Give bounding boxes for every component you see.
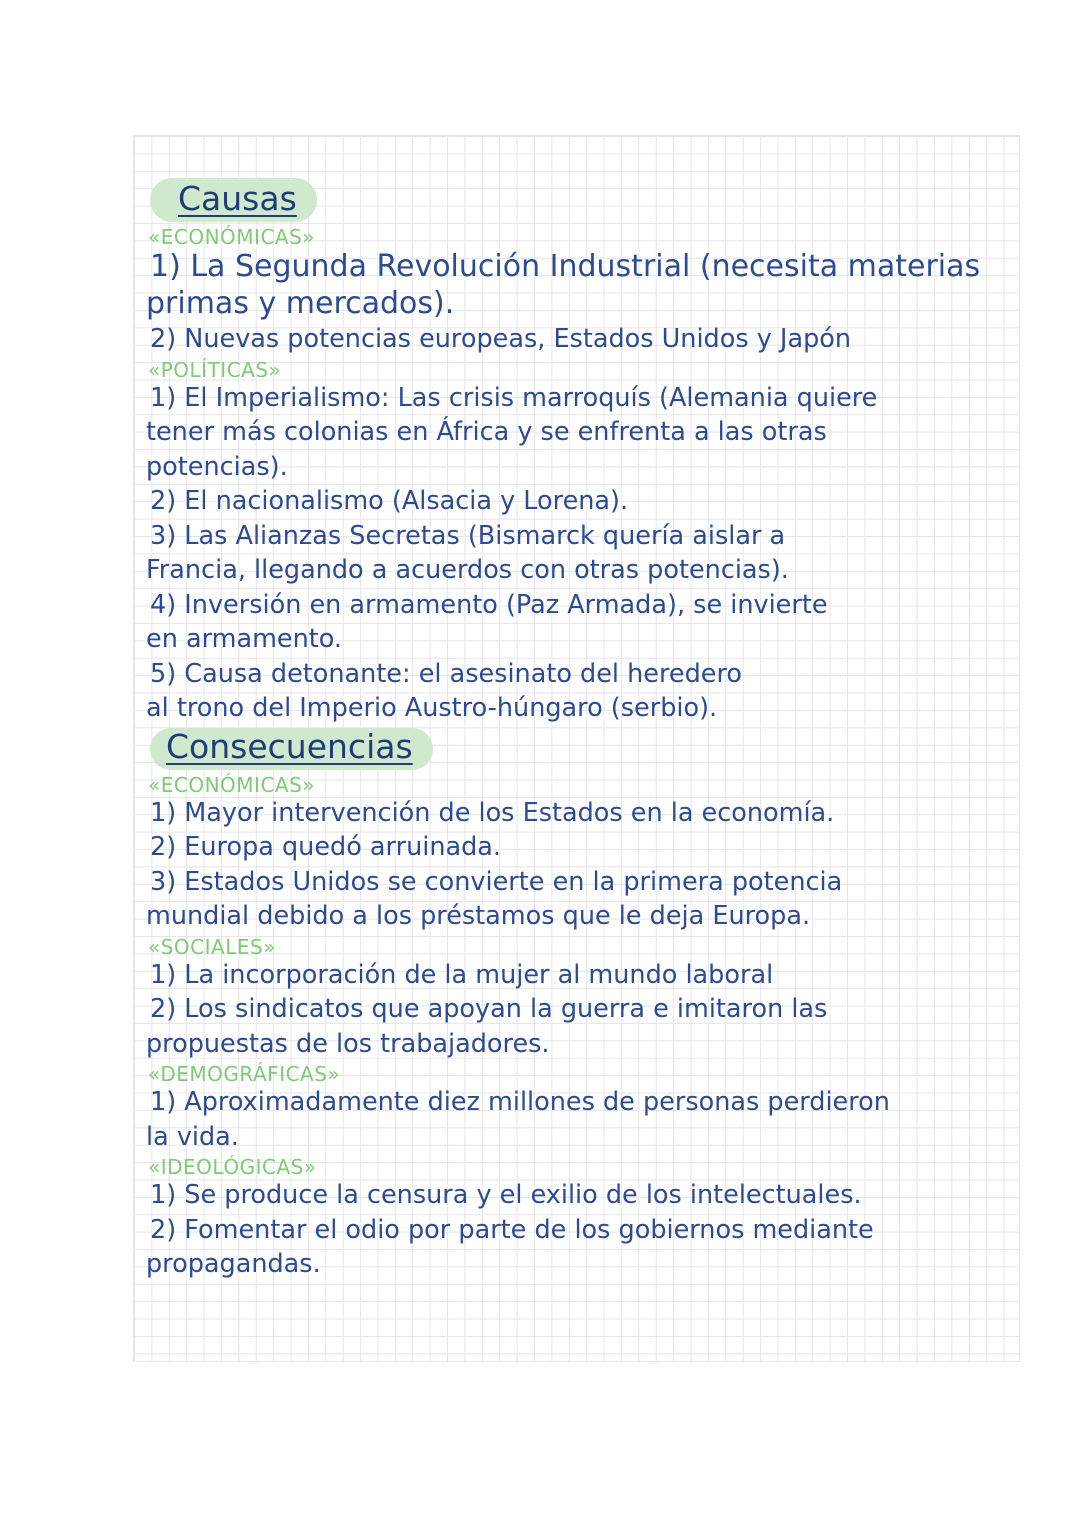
- heading-causas-text: Causas: [178, 179, 297, 218]
- label-consecuencias-economicas: «ECONÓMICAS»: [148, 772, 316, 797]
- heading-consecuencias-text: Consecuencias: [166, 726, 413, 766]
- list-item: [140, 1178, 1000, 1213]
- list-item: [140, 657, 1000, 726]
- item-line: 1) La incorporación de la mujer al mundo laboral: [150, 959, 774, 990]
- item-line: 2) Europa quedó arruinada.: [150, 832, 502, 862]
- item-line: tener más colonias en África y se enfrenta a las otras: [146, 417, 827, 447]
- item-line: 5) Causa detonante: el asesinato del heredero: [150, 658, 742, 689]
- item-line: 2) Fomentar el odio por parte de los gobiernos mediante: [150, 1214, 874, 1245]
- item-line: 3) Las Alianzas Secretas (Bismarck quería aislar a: [150, 520, 786, 551]
- list-item: [140, 992, 1000, 1061]
- list-item: [140, 958, 1000, 993]
- label-consecuencias-demograficas: «DEMOGRÁFICAS»: [148, 1062, 341, 1086]
- list-item: [140, 381, 1000, 485]
- label-consecuencias-ideologicas: «IDEOLÓGICAS»: [148, 1155, 317, 1179]
- item-line: propuestas de los trabajadores.: [146, 1028, 550, 1059]
- label-consecuencias-sociales: «SOCIALES»: [148, 934, 276, 959]
- label-causas-politicas: «POLÍTICAS»: [148, 357, 282, 382]
- list-item: [140, 248, 1000, 322]
- item-line: 1) Se produce la censura y el exilio de los intelectuales.: [150, 1180, 862, 1210]
- item-line: 1) El Imperialismo: Las crisis marroquís (Alemania quiere: [150, 382, 878, 413]
- list-item: [140, 1085, 1000, 1154]
- list-item: [140, 1213, 1000, 1282]
- item-line: al trono del Imperio Austro-húngaro (serbio).: [146, 693, 718, 723]
- item-line: 1) Mayor intervención de los Estados en la economía.: [150, 797, 835, 828]
- item-line: Francia, llegando a acuerdos con otras potencias).: [146, 555, 789, 585]
- list-item: [140, 588, 1000, 657]
- heading-consecuencias: [150, 728, 433, 770]
- item-line: 1) Aproximadamente diez millones de personas perdieron: [150, 1087, 890, 1117]
- item-line: mundial debido a los préstamos que le deja Europa.: [146, 901, 811, 931]
- item-line: potencias).: [146, 451, 288, 482]
- item-line: 2) Nuevas potencias europeas, Estados Unidos y Japón: [150, 324, 852, 354]
- label-causas-economicas: «ECONÓMICAS»: [148, 225, 316, 249]
- heading-causas: [150, 178, 317, 222]
- notes-content: [140, 178, 1000, 1282]
- item-line: 1) La Segunda Revolución Industrial (necesita materias: [150, 249, 981, 284]
- item-line: propagandas.: [146, 1249, 321, 1279]
- item-line: 4) Inversión en armamento (Paz Armada), se invierte: [150, 589, 828, 620]
- list-item: [140, 322, 1000, 357]
- list-item: [140, 796, 1000, 831]
- list-item: [140, 484, 1000, 519]
- item-line: 2) El nacionalismo (Alsacia y Lorena).: [150, 486, 629, 516]
- item-line: 2) Los sindicatos que apoyan la guerra e imitaron las: [150, 994, 828, 1024]
- item-line: primas y mercados).: [146, 286, 455, 321]
- item-line: en armamento.: [146, 624, 343, 654]
- item-line: la vida.: [146, 1121, 239, 1152]
- list-item: [140, 519, 1000, 588]
- list-item: [140, 830, 1000, 865]
- list-item: [140, 865, 1000, 934]
- item-line: 3) Estados Unidos se convierte en la primera potencia: [150, 866, 843, 897]
